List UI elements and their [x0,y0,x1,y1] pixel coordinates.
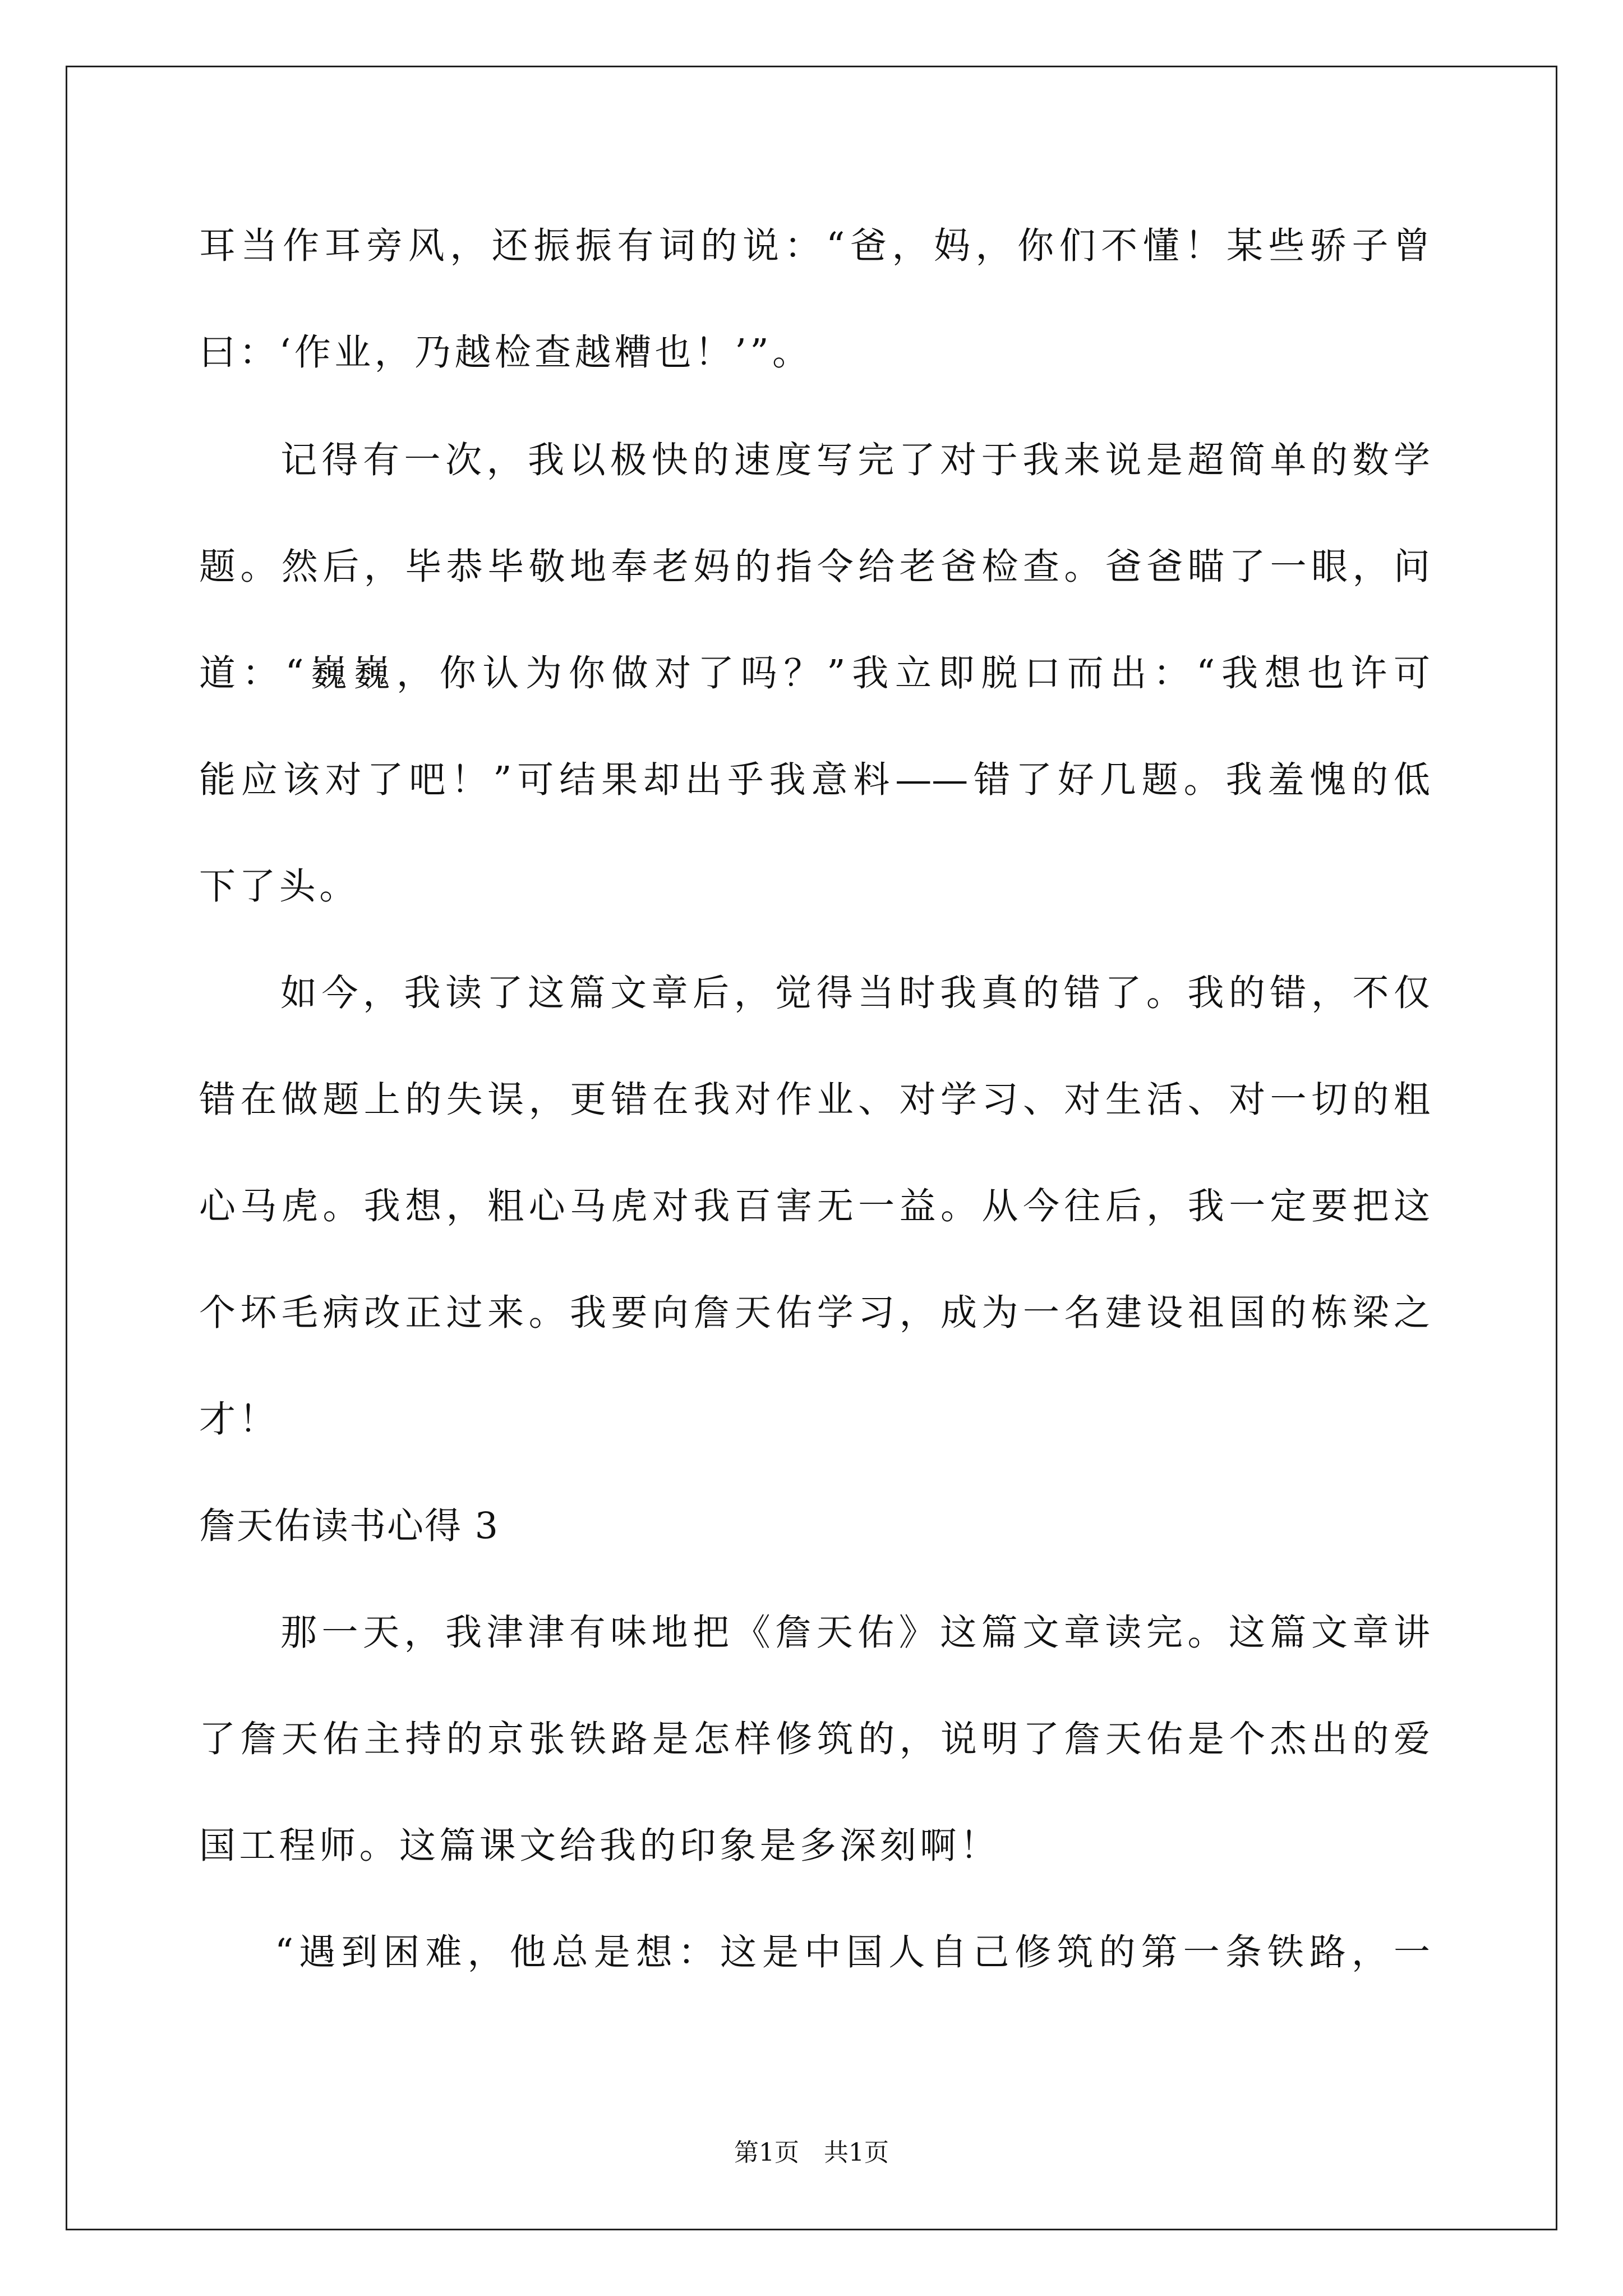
text-line: 能应该对了吧！”可结果却出乎我意料——错了好几题。我羞愧的低 [199,759,1430,801]
text-line: 心马虎。我想，粗心马虎对我百害无一益。从今往后，我一定要把这 [199,1185,1430,1227]
text-line: 如今，我读了这篇文章后，觉得当时我真的错了。我的错，不仅 [280,972,1430,1014]
text-line: “遇到困难，他总是想：这是中国人自己修筑的第一条铁路，一 [275,1931,1430,1973]
text-line: 题。然后，毕恭毕敬地奉老妈的指令给老爸检查。爸爸瞄了一眼，问 [199,546,1430,588]
text-line: 个坏毛病改正过来。我要向詹天佑学习，成为一名建设祖国的栋梁之 [199,1292,1430,1334]
text-line: 耳当作耳旁风，还振振有词的说：“爸，妈，你们不懂！某些骄子曾 [199,225,1430,267]
text-line: 国工程师。这篇课文给我的印象是多深刻啊！ [199,1825,1000,1867]
text-line: 道：“巍巍，你认为你做对了吗？”我立即脱口而出：“我想也许可 [199,652,1430,694]
page-number-footer: 第1页 共1页 [734,2138,889,2167]
text-line: 曰：‘作业，乃越检查越糟也！’”。 [199,332,813,374]
text-line: 下了头。 [199,866,359,908]
text-line: 那一天，我津津有味地把《詹天佑》这篇文章读完。这篇文章讲 [280,1612,1430,1654]
page-border [66,66,1557,2230]
section-heading: 詹天佑读书心得 3 [199,1505,500,1547]
text-line: 记得有一次，我以极快的速度写完了对于我来说是超简单的数学 [280,439,1430,481]
text-line: 了詹天佑主持的京张铁路是怎样修筑的，说明了詹天佑是个杰出的爱 [199,1718,1430,1760]
text-line: 错在做题上的失误，更错在我对作业、对学习、对生活、对一切的粗 [199,1079,1430,1121]
text-line: 才！ [199,1398,279,1441]
